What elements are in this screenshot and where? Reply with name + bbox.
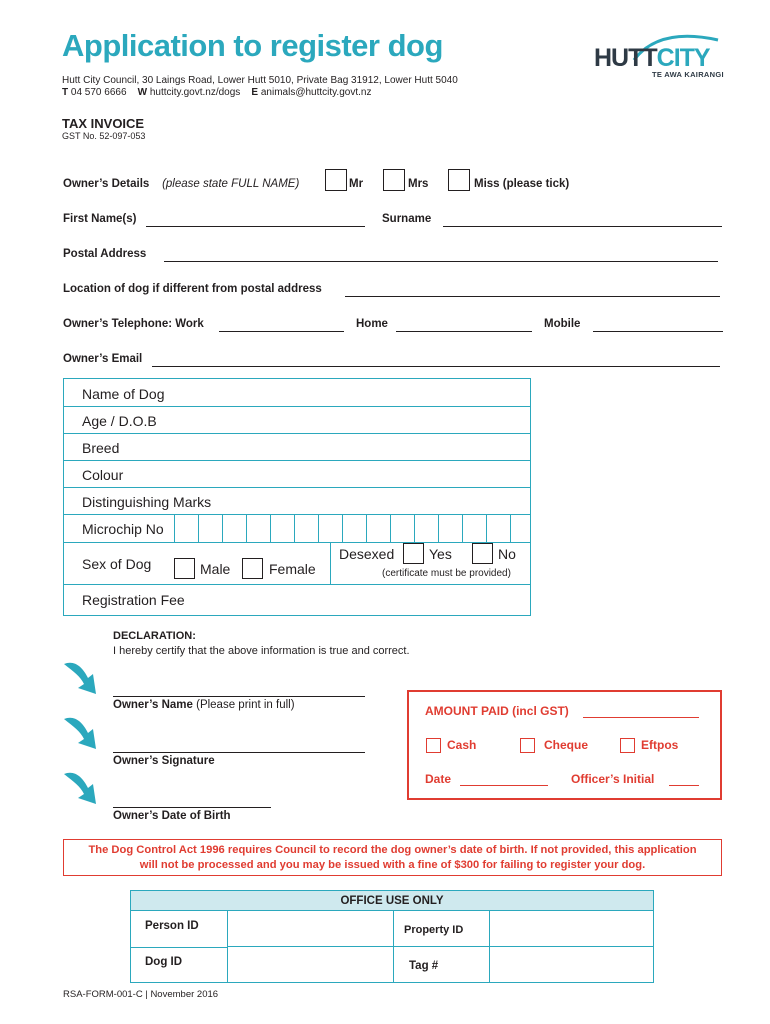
microchip-digit-cell[interactable]: [342, 515, 366, 542]
microchip-digit-cell[interactable]: [318, 515, 342, 542]
tag-label-cell: [393, 947, 489, 982]
amount-paid-field[interactable]: [583, 717, 699, 718]
home-phone-field[interactable]: [396, 331, 532, 332]
work-phone-label: Owner’s Telephone: Work: [63, 318, 204, 330]
gst-number: GST No. 52-097-053: [62, 131, 146, 141]
microchip-digit-cell[interactable]: [438, 515, 462, 542]
office-use-heading: OFFICE USE ONLY: [131, 891, 653, 911]
surname-field[interactable]: [443, 226, 722, 227]
desexed-no-label: No: [498, 546, 516, 562]
mr-checkbox[interactable]: [325, 169, 347, 191]
certificate-note: (certificate must be provided): [382, 568, 511, 579]
person-id-label: Person ID: [145, 920, 199, 932]
page-title: Application to register dog: [62, 28, 443, 63]
microchip-digit-cell[interactable]: [294, 515, 318, 542]
payment-box: [407, 690, 722, 800]
owner-name-field[interactable]: [113, 696, 365, 697]
microchip-digit-cell[interactable]: [510, 515, 530, 542]
council-address-block: [62, 75, 458, 99]
cash-label: Cash: [447, 738, 477, 752]
dob-warning-notice: [63, 839, 722, 876]
microchip-digit-cell[interactable]: [486, 515, 510, 542]
microchip-digit-cell[interactable]: [174, 515, 198, 542]
cheque-checkbox[interactable]: [520, 738, 535, 753]
dog-id-label: Dog ID: [145, 956, 183, 968]
eftpos-checkbox[interactable]: [620, 738, 635, 753]
phone-number: 04 570 6666: [70, 87, 127, 98]
miss-checkbox[interactable]: [448, 169, 470, 191]
male-label: Male: [200, 561, 231, 577]
microchip-digit-cell[interactable]: [462, 515, 486, 542]
declaration-heading: DECLARATION:: [113, 630, 196, 642]
cash-checkbox[interactable]: [426, 738, 441, 753]
miss-label: Miss (please tick): [474, 178, 570, 190]
work-phone-field[interactable]: [219, 331, 344, 332]
owner-signature-field[interactable]: [113, 752, 365, 753]
postal-address-field[interactable]: [164, 261, 718, 262]
dog-colour-label: Colour: [82, 467, 124, 483]
dog-location-field[interactable]: [345, 296, 720, 297]
microchip-digit-cell[interactable]: [270, 515, 294, 542]
officer-initial-label: Officer’s Initial: [571, 772, 655, 786]
dog-name-row[interactable]: [64, 379, 530, 407]
surname-label: Surname: [382, 213, 432, 225]
microchip-digit-cell[interactable]: [198, 515, 222, 542]
sign-here-arrow-icon: [60, 768, 102, 808]
microchip-row: [64, 515, 530, 543]
desexed-label: Desexed: [339, 546, 395, 562]
sign-here-arrow-icon: [60, 658, 102, 698]
dog-breed-row[interactable]: [64, 434, 530, 461]
address-line: Hutt City Council, 30 Laings Road, Lower Hutt 5010, Private Bag 31912, Lower Hutt 5040: [62, 75, 458, 86]
logo-tagline: TE AWA KAIRANGI: [652, 70, 724, 79]
office-row-divider: [131, 947, 227, 948]
desexed-no-checkbox[interactable]: [472, 543, 493, 564]
postal-address-label: Postal Address: [63, 248, 147, 260]
home-phone-label: Home: [356, 318, 388, 330]
tag-label: Tag #: [409, 960, 439, 972]
dog-breed-label: Breed: [82, 440, 120, 456]
microchip-label: Microchip No: [82, 521, 164, 537]
form-code-footer: RSA-FORM-001-C | November 2016: [63, 989, 219, 1000]
desexed-divider: [330, 543, 331, 585]
contact-line: T 04 570 6666 W huttcity.govt.nz/dogs E animals@huttcity.govt.nz: [62, 87, 372, 98]
officer-initial-field[interactable]: [669, 785, 699, 786]
payment-date-label: Date: [425, 772, 452, 786]
dog-marks-label: Distinguishing Marks: [82, 494, 212, 510]
owner-signature-label: Owner’s Signature: [113, 755, 215, 767]
female-checkbox[interactable]: [242, 558, 263, 579]
amount-paid-label: AMOUNT PAID (incl GST): [425, 704, 569, 718]
desexed-yes-label: Yes: [429, 546, 452, 562]
property-id-label: Property ID: [404, 924, 464, 936]
sex-desexed-row: [64, 543, 530, 585]
registration-fee-label: Registration Fee: [82, 592, 185, 608]
email-link[interactable]: animals@huttcity.govt.nz: [260, 87, 372, 98]
dog-age-row[interactable]: [64, 407, 530, 434]
mrs-checkbox[interactable]: [383, 169, 405, 191]
female-label: Female: [269, 561, 316, 577]
mobile-phone-label: Mobile: [544, 318, 581, 330]
warning-line-2: will not be processed and you may be issued with a fine of $300 for failing to register your dog.: [139, 859, 646, 871]
warning-line-1: The Dog Control Act 1996 requires Council to record the dog owner’s date of birth. If not provided, this application: [88, 844, 697, 856]
dog-id-value-cell[interactable]: [227, 947, 393, 982]
male-checkbox[interactable]: [174, 558, 195, 579]
owner-dob-label: Owner’s Date of Birth: [113, 810, 231, 822]
dog-age-label: Age / D.O.B: [82, 413, 157, 429]
dog-colour-row[interactable]: [64, 461, 530, 488]
eftpos-label: Eftpos: [641, 738, 679, 752]
website-link[interactable]: huttcity.govt.nz/dogs: [149, 87, 241, 98]
dog-location-label: Location of dog if different from postal address: [63, 283, 322, 295]
dog-marks-row[interactable]: [64, 488, 530, 515]
microchip-digit-cell[interactable]: [390, 515, 414, 542]
office-use-table: [130, 890, 654, 983]
logo-wordmark: HUTTCITY: [594, 44, 710, 72]
microchip-digit-cell[interactable]: [366, 515, 390, 542]
mrs-label: Mrs: [408, 178, 429, 190]
mobile-phone-field[interactable]: [593, 331, 723, 332]
microchip-digit-cell[interactable]: [246, 515, 270, 542]
desexed-yes-checkbox[interactable]: [403, 543, 424, 564]
dog-details-table: [63, 378, 531, 616]
first-name-label: First Name(s): [63, 213, 137, 225]
microchip-digit-cell[interactable]: [222, 515, 246, 542]
cheque-label: Cheque: [544, 738, 589, 752]
microchip-digit-cell[interactable]: [414, 515, 438, 542]
sex-of-dog-label: Sex of Dog: [82, 556, 152, 572]
tag-value-cell[interactable]: [489, 947, 653, 982]
owner-email-field[interactable]: [152, 366, 720, 367]
property-id-value-cell[interactable]: [489, 911, 653, 947]
tax-invoice-heading: TAX INVOICE: [62, 116, 145, 131]
owner-details-label: Owner’s Details (please state FULL NAME): [63, 178, 300, 190]
registration-fee-row[interactable]: [64, 585, 530, 615]
mr-label: Mr: [349, 178, 364, 190]
owner-email-label: Owner’s Email: [63, 353, 143, 365]
person-id-value-cell[interactable]: [227, 911, 393, 947]
declaration-text: I hereby certify that the above information is true and correct.: [113, 645, 410, 657]
payment-date-field[interactable]: [460, 785, 548, 786]
dog-name-label: Name of Dog: [82, 386, 165, 402]
first-name-field[interactable]: [146, 226, 365, 227]
declaration-block: [113, 629, 410, 659]
owner-name-label: Owner’s Name (Please print in full): [113, 699, 295, 711]
sign-here-arrow-icon: [60, 713, 102, 753]
owner-dob-field[interactable]: [113, 807, 271, 808]
